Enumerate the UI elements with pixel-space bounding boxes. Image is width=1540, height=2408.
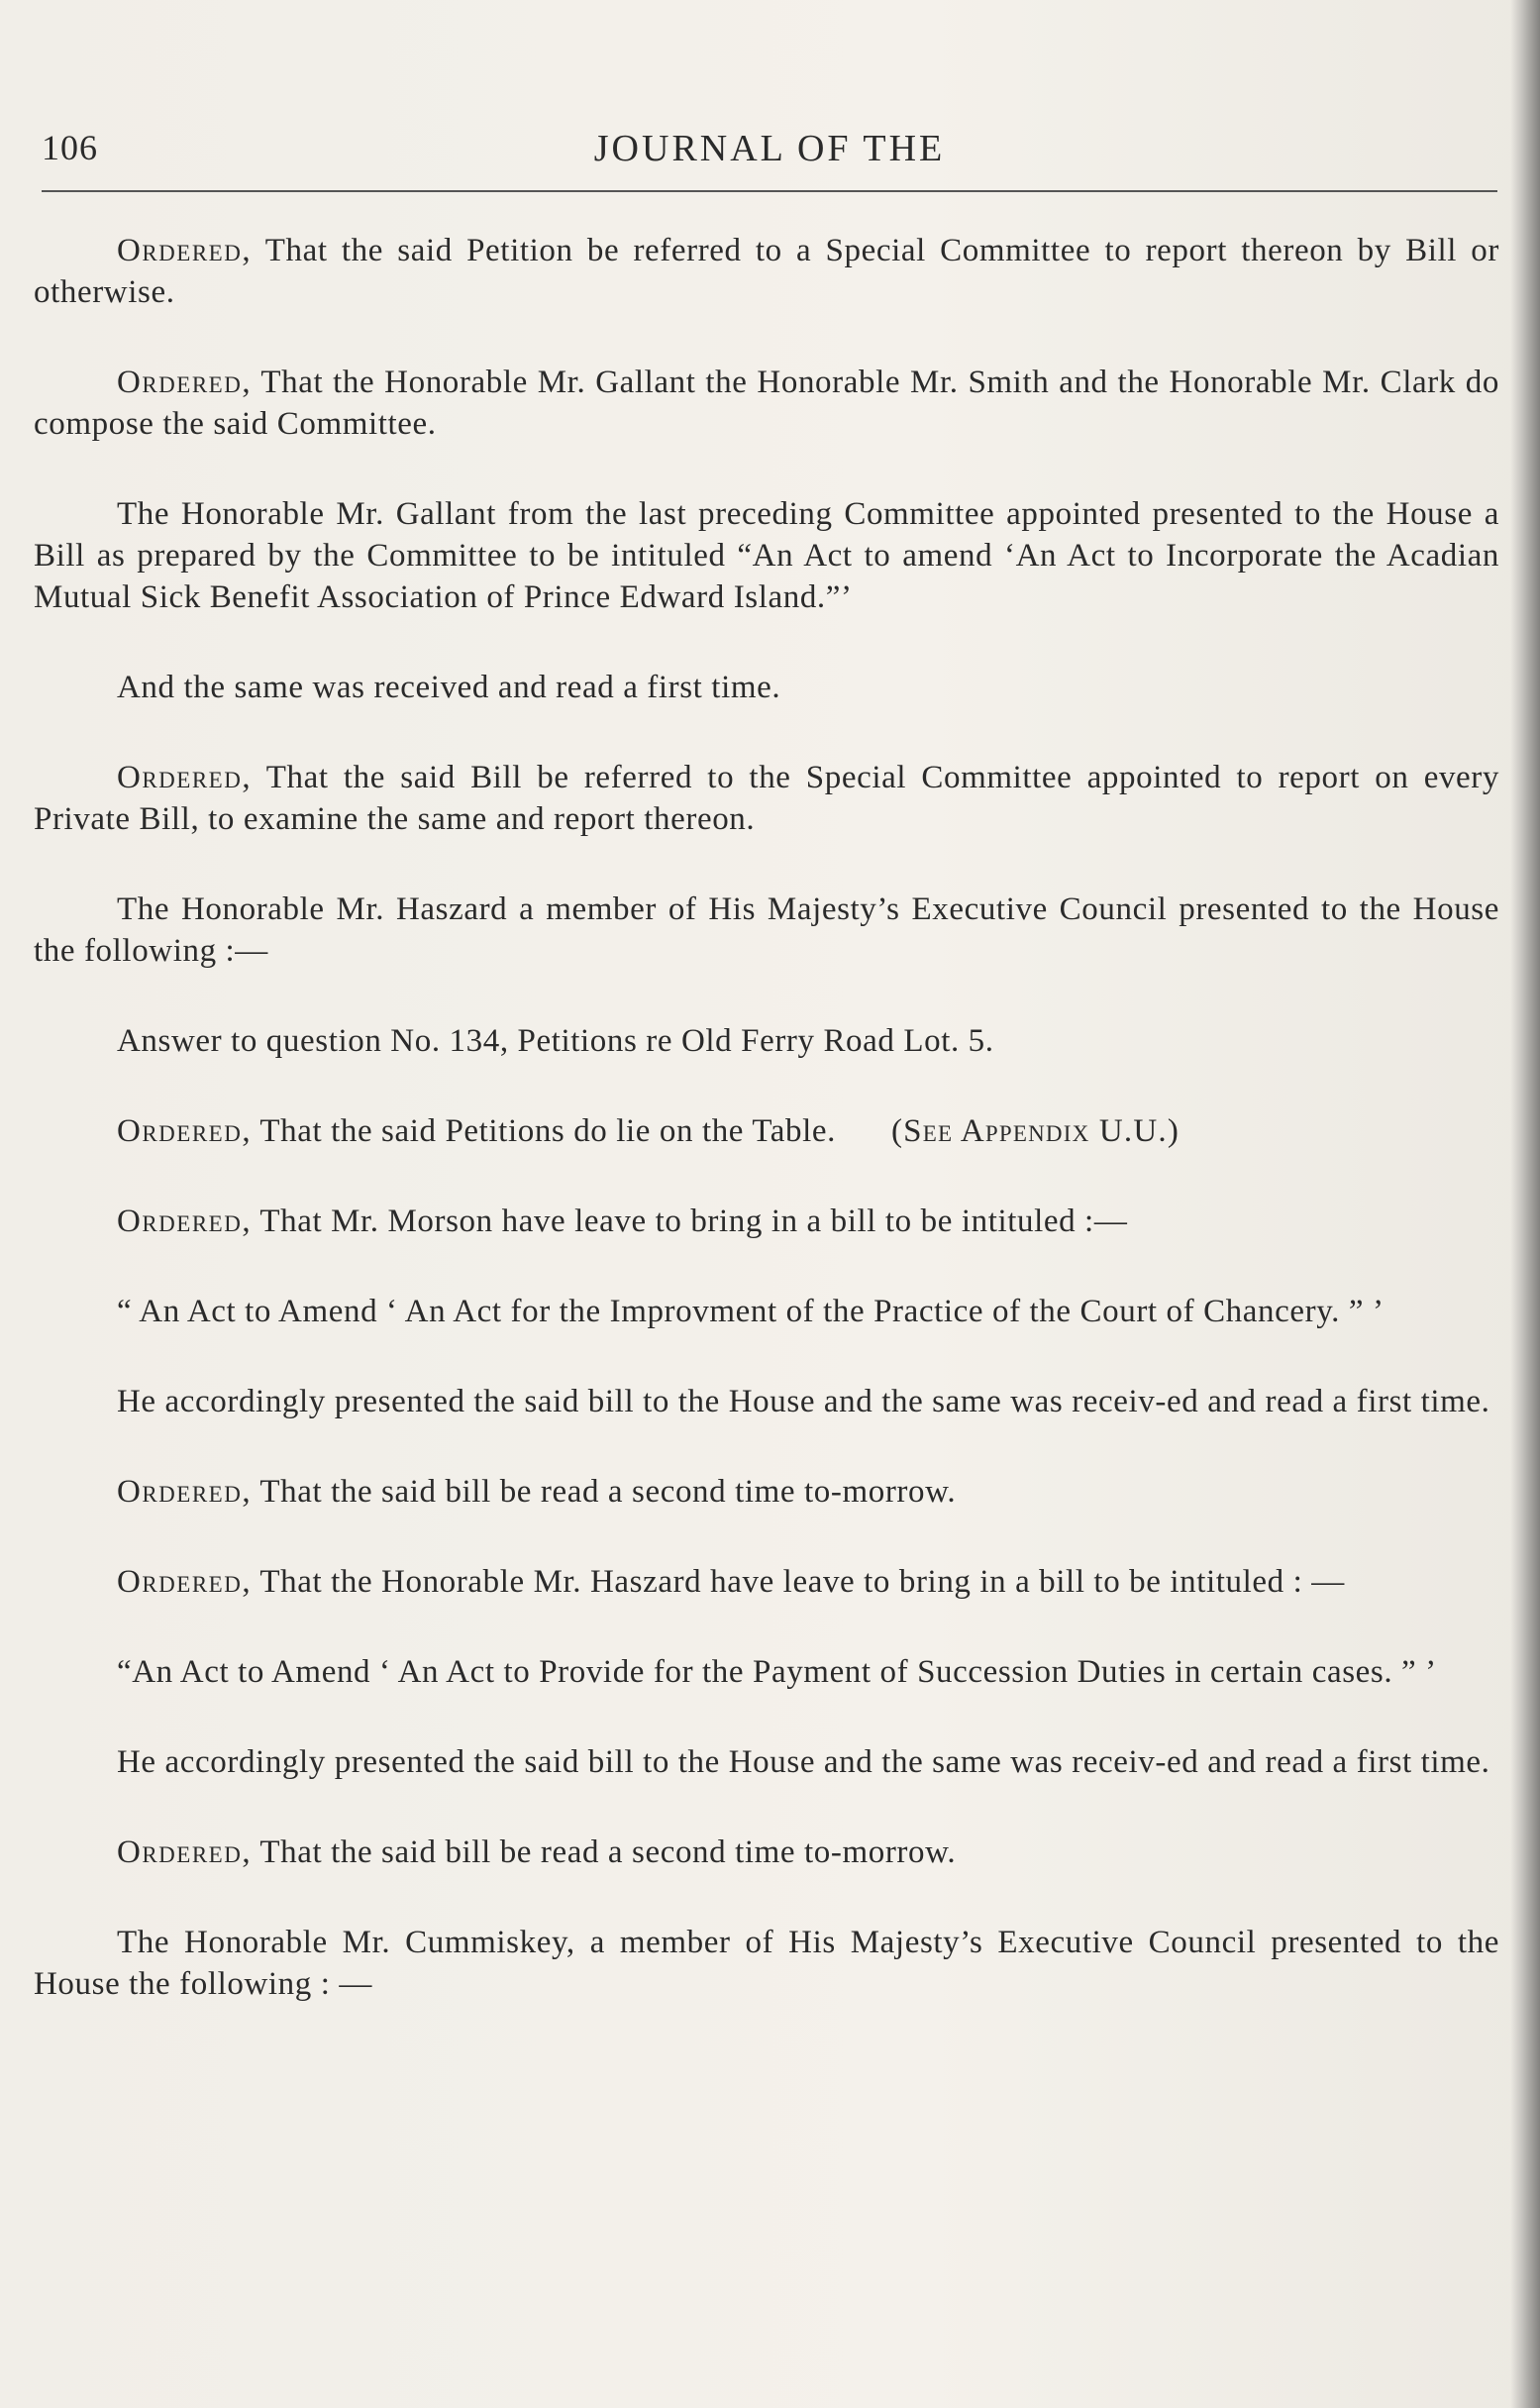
paragraph-text: That the Honorable Mr. Haszard have leave to bring in a bill to be intituled : — xyxy=(252,1564,1345,1600)
paragraph-ordered-haszard-leave xyxy=(34,1561,1499,1603)
paragraph-text: The Honorable Mr. Cummiskey, a member of His Majesty’s Executive Council presented to the House the following : — xyxy=(34,1925,1499,2002)
running-head: JOURNAL OF THE xyxy=(593,128,946,169)
paragraph-ordered-special-committee xyxy=(34,230,1499,313)
paragraph-text: And the same was received and read a first time. xyxy=(117,670,781,705)
paragraph-text: Answer to question No. 134, Petitions re Old Ferry Road Lot. 5. xyxy=(117,1023,994,1059)
paragraph-ordered-morson-leave xyxy=(34,1201,1499,1242)
page-number: 106 xyxy=(42,128,98,167)
paragraph-cummiskey-presented xyxy=(34,1922,1499,2005)
paragraph-chancery-act-title xyxy=(34,1291,1499,1332)
paragraph-text: That the said Bill be referred to the Special Committee appointed to report on every Private Bill, to examine the same and report thereon. xyxy=(34,760,1499,837)
paragraph-ordered-compose-committee xyxy=(34,362,1499,445)
paragraph-succession-duties-act-title xyxy=(34,1651,1499,1693)
ordered-lead: Ordered, xyxy=(117,1113,253,1149)
paragraph-text: That the said bill be read a second time to-morrow. xyxy=(252,1474,957,1510)
paragraph-presented-bill-2 xyxy=(34,1741,1499,1783)
ordered-lead: Ordered, xyxy=(117,365,253,400)
paragraph-text: The Honorable Mr. Gallant from the last preceding Committee appointed presented to the House a Bill as prepared by the Committee to be intituled “An Act to amend ‘An Act to Incorporate the Acadian Mutual Sick Benefit Association of Prince Edward Island.”’ xyxy=(34,496,1499,615)
journal-body xyxy=(34,230,1499,2053)
paragraph-ordered-lie-on-table xyxy=(34,1110,1499,1152)
header-rule xyxy=(42,190,1497,192)
paragraph-text: “An Act to Amend ‘ An Act to Provide for the Payment of Succession Duties in certain cases. ” ’ xyxy=(117,1654,1437,1690)
paragraph-text: The Honorable Mr. Haszard a member of His Majesty’s Executive Council presented to the House the following :— xyxy=(34,891,1499,969)
paragraph-presented-bill-1 xyxy=(34,1381,1499,1422)
paragraph-text: He accordingly presented the said bill to the House and the same was receiv-ed and read a first time. xyxy=(117,1384,1490,1419)
ordered-lead: Ordered, xyxy=(117,760,253,795)
ordered-lead: Ordered, xyxy=(117,1564,253,1600)
ordered-lead: Ordered, xyxy=(117,233,253,268)
paragraph-haszard-presented xyxy=(34,889,1499,972)
ordered-lead: Ordered, xyxy=(117,1204,253,1239)
ordered-lead: Ordered, xyxy=(117,1834,253,1870)
paragraph-gallant-bill xyxy=(34,493,1499,618)
paragraph-answer-question-134 xyxy=(34,1020,1499,1062)
paragraph-ordered-second-reading-1 xyxy=(34,1471,1499,1513)
paragraph-text: “ An Act to Amend ‘ An Act for the Improvment of the Practice of the Court of Chancery. ” ’ xyxy=(117,1294,1385,1329)
paragraph-ordered-private-bill xyxy=(34,757,1499,840)
paragraph-text: That the Honorable Mr. Gallant the Honorable Mr. Smith and the Honorable Mr. Clark do compose the said Committee. xyxy=(34,365,1499,442)
paragraph-text: That the said bill be read a second time to-morrow. xyxy=(252,1834,957,1870)
paragraph-text: That the said Petition be referred to a Special Committee to report thereon by Bill or otherwise. xyxy=(34,233,1499,310)
paragraph-ordered-second-reading-2 xyxy=(34,1832,1499,1873)
paragraph-received-first-time xyxy=(34,667,1499,708)
binding-shadow xyxy=(1510,0,1540,2408)
page-header xyxy=(42,127,1497,182)
ordered-lead: Ordered, xyxy=(117,1474,253,1510)
appendix-reference: (See Appendix U.U.) xyxy=(890,1113,1181,1149)
paragraph-text: He accordingly presented the said bill to the House and the same was receiv-ed and read a first time. xyxy=(117,1744,1490,1780)
paragraph-text: That Mr. Morson have leave to bring in a bill to be intituled :— xyxy=(252,1204,1128,1239)
paragraph-text: That the said Petitions do lie on the Table. xyxy=(252,1113,836,1149)
